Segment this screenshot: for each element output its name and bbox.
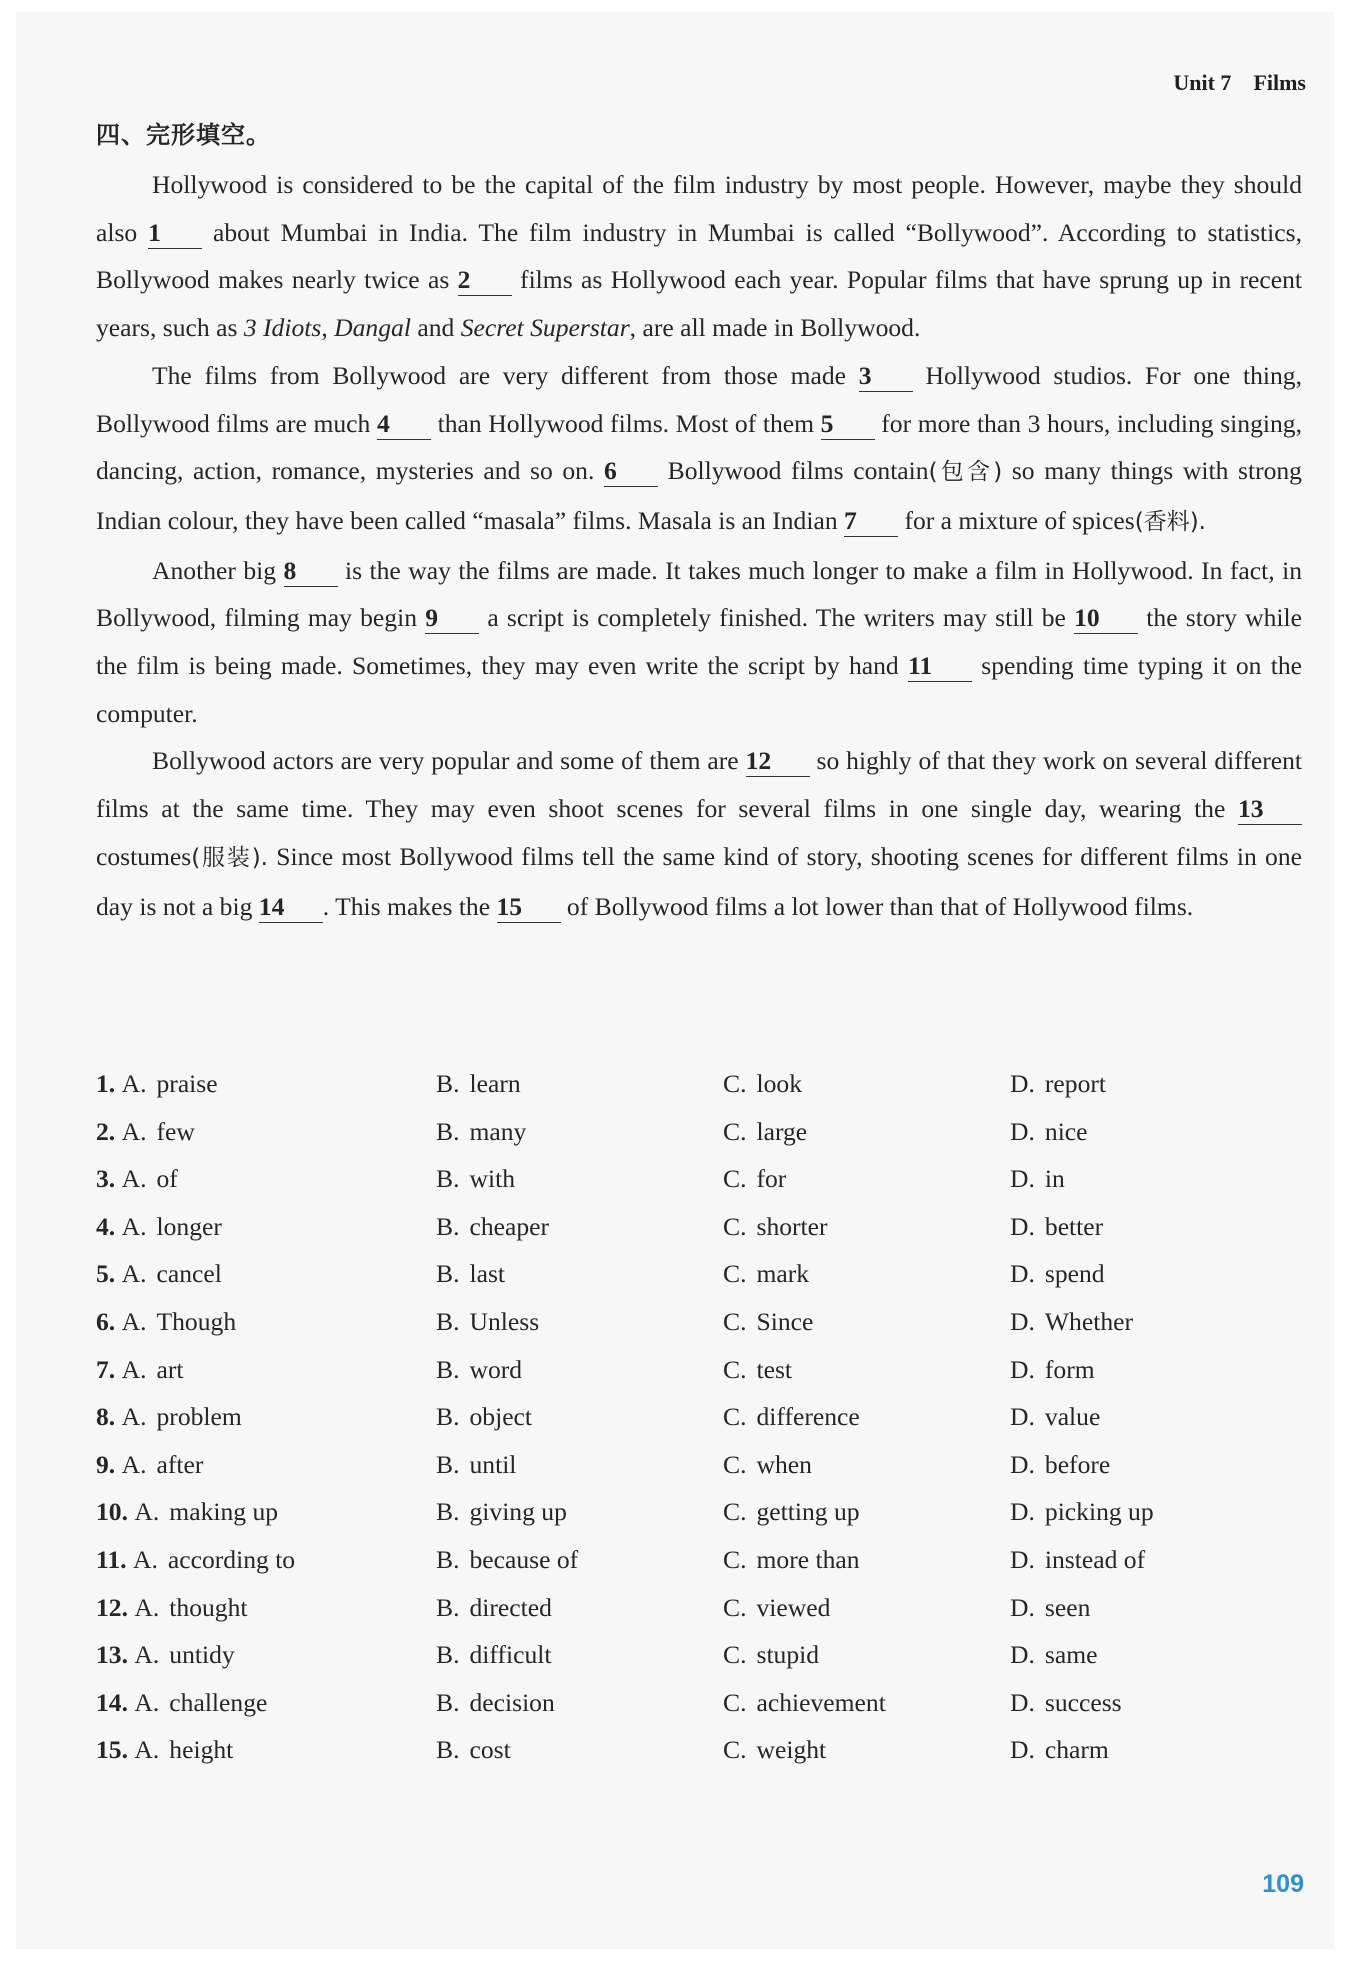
option-b[interactable]: B. because of [436, 1544, 579, 1574]
passage-text: than Hollywood films. Most of them [437, 408, 815, 438]
paragraph-4 [96, 737, 1302, 930]
option-b[interactable]: B. directed [436, 1592, 552, 1622]
paragraph-1 [96, 161, 1302, 352]
option-b[interactable]: B. with [436, 1164, 515, 1194]
option-d[interactable]: D. report [1010, 1069, 1107, 1098]
option-d[interactable]: D. picking up [1010, 1497, 1154, 1527]
question-number: 14. A. challenge [96, 1687, 268, 1717]
blank-15[interactable]: 15 [497, 892, 561, 923]
answer-options [96, 1069, 1302, 1783]
option-row [96, 1545, 1302, 1593]
option-row [96, 1307, 1302, 1355]
blank-6[interactable]: 6 [604, 456, 658, 487]
passage-text: for more than 3 hours, including singing, dancing, action, romance, mysteries and so on. [96, 408, 1302, 486]
option-d[interactable]: D. nice [1010, 1116, 1088, 1146]
passage-text: so many things with strong Indian colour, they have been called “masala” films. Masala is an Indian [96, 456, 1302, 535]
passage-text: of Bollywood films a lot lower than that of Hollywood films. [566, 891, 1194, 921]
blank-8[interactable]: 8 [284, 556, 338, 587]
blank-7[interactable]: 7 [844, 506, 898, 537]
option-d[interactable]: D. charm [1010, 1735, 1109, 1765]
option-b[interactable]: B. many [436, 1116, 527, 1146]
page-number: 109 [1262, 1870, 1304, 1898]
option-row [96, 1212, 1302, 1260]
option-b[interactable]: B. giving up [436, 1497, 567, 1527]
option-c[interactable]: C. weight [723, 1735, 827, 1765]
blank-11[interactable]: 11 [908, 651, 972, 682]
chinese-gloss: (服装). [191, 844, 268, 871]
option-c[interactable]: C. large [723, 1116, 808, 1146]
unit-title: Films [1253, 70, 1306, 95]
blank-9[interactable]: 9 [425, 603, 479, 634]
blank-14[interactable]: 14 [259, 892, 323, 923]
option-b[interactable]: B. object [436, 1402, 533, 1432]
workbook-page [16, 12, 1334, 1949]
option-c[interactable]: C. when [723, 1449, 812, 1479]
question-number: 6. A. Though [96, 1306, 237, 1336]
option-c[interactable]: C. mark [723, 1259, 810, 1289]
question-number: 11. A. according to [96, 1544, 296, 1574]
blank-1[interactable]: 1 [148, 218, 202, 249]
passage-text: a script is completely finished. The writers may still be [487, 603, 1066, 633]
question-number: 2. A. few [96, 1116, 195, 1146]
question-number: 4. A. longer [96, 1211, 222, 1241]
unit-label: Unit 7 [1173, 70, 1232, 95]
passage-text: , are all made in Bollywood. [629, 313, 921, 343]
option-row [96, 1497, 1302, 1545]
cloze-passage [96, 161, 1302, 930]
passage-text: , [321, 313, 328, 343]
option-row [96, 1593, 1302, 1641]
option-d[interactable]: D. spend [1010, 1259, 1105, 1289]
option-b[interactable]: B. decision [436, 1687, 555, 1717]
question-number: 12. A. thought [96, 1592, 248, 1622]
option-c[interactable]: C. getting up [723, 1497, 860, 1527]
option-c[interactable]: C. more than [723, 1544, 860, 1574]
option-row [96, 1355, 1302, 1403]
option-row [96, 1259, 1302, 1307]
option-b[interactable]: B. last [436, 1259, 506, 1289]
passage-text: Another big [152, 555, 277, 585]
film-title: Secret Superstar [460, 313, 630, 343]
option-d[interactable]: D. form [1010, 1354, 1095, 1384]
option-c[interactable]: C. stupid [723, 1640, 820, 1670]
option-d[interactable]: D. instead of [1010, 1544, 1146, 1574]
option-d[interactable]: D. before [1010, 1449, 1111, 1479]
option-b[interactable]: B. cheaper [436, 1211, 550, 1241]
blank-12[interactable]: 12 [746, 746, 810, 777]
question-number: 8. A. problem [96, 1402, 242, 1432]
blank-3[interactable]: 3 [859, 361, 913, 392]
question-number: 1. A. praise [96, 1069, 218, 1098]
passage-text: Hollywood is considered to be the capital of the film industry by most people. However, maybe they should also [96, 170, 1302, 247]
option-c[interactable]: C. shorter [723, 1211, 828, 1241]
option-row [96, 1735, 1302, 1783]
option-d[interactable]: D. success [1010, 1687, 1122, 1717]
option-b[interactable]: B. cost [436, 1735, 511, 1765]
passage-text: Bollywood actors are very popular and some of them are [152, 746, 739, 776]
option-d[interactable]: D. better [1010, 1211, 1104, 1241]
option-row [96, 1164, 1302, 1212]
blank-13[interactable]: 13 [1238, 794, 1302, 825]
option-b[interactable]: B. Unless [436, 1306, 540, 1336]
option-row [96, 1450, 1302, 1498]
option-c[interactable]: C. test [723, 1354, 793, 1384]
option-row [96, 1640, 1302, 1688]
option-c[interactable]: C. achievement [723, 1687, 886, 1717]
option-c[interactable]: C. Since [723, 1306, 814, 1336]
option-b[interactable]: B. difficult [436, 1640, 552, 1670]
blank-5[interactable]: 5 [821, 409, 875, 440]
option-row [96, 1402, 1302, 1450]
option-d[interactable]: D. seen [1010, 1592, 1091, 1622]
option-row [96, 1117, 1302, 1165]
chinese-gloss: (包含) [928, 459, 1003, 486]
passage-text: The films from Bollywood are very different from those made [152, 360, 847, 390]
passage-text: spending time typing it on the computer. [96, 651, 1302, 728]
paragraph-3 [96, 547, 1302, 738]
blank-4[interactable]: 4 [377, 409, 431, 440]
film-title: Dangal [334, 313, 411, 343]
question-number: 9. A. after [96, 1449, 204, 1479]
passage-text: the story while the film is being made. Sometimes, they may even write the script by hand [96, 603, 1302, 681]
passage-text: costumes [96, 841, 192, 871]
passage-text: films as Hollywood each year. Popular films that have sprung up in recent years, such as [96, 265, 1303, 343]
passage-text: is the way the films are made. It takes much longer to make a film in Hollywood. In fact, in Bollywood, filming may begin [96, 555, 1302, 633]
question-number: 13. A. untidy [96, 1640, 235, 1670]
page-header [1173, 70, 1306, 96]
passage-text: . This makes the [322, 891, 491, 921]
question-number: 3. A. of [96, 1164, 178, 1194]
question-number: 15. A. height [96, 1735, 234, 1765]
passage-text: Bollywood films contain [667, 456, 929, 486]
question-number: 5. A. cancel [96, 1259, 222, 1289]
chinese-gloss: (香料). [1134, 508, 1206, 535]
option-b[interactable]: B. word [436, 1354, 523, 1384]
option-d[interactable]: D. value [1010, 1402, 1101, 1432]
option-c[interactable]: C. viewed [723, 1592, 831, 1622]
passage-text: for a mixture of spices [904, 505, 1135, 535]
film-title: 3 Idiots [243, 313, 322, 343]
passage-text: about Mumbai in India. The film industry in Mumbai is called “Bollywood”. According to statistics, Bollywood makes nearly twice as [96, 217, 1302, 295]
option-row [96, 1069, 1302, 1117]
paragraph-2 [96, 352, 1302, 547]
section-title: 四、完形填空。 [96, 121, 271, 149]
option-c[interactable]: C. look [723, 1069, 802, 1098]
option-c[interactable]: C. for [723, 1164, 787, 1194]
passage-text: Since most Bollywood films tell the same kind of story, shooting scenes for different films in one day is not a big [96, 841, 1303, 921]
passage-text: so highly of that they work on several different films at the same time. They may even shoot scenes for several films in one single day, wearing the [96, 746, 1303, 824]
option-d[interactable]: D. Whether [1010, 1306, 1133, 1336]
passage-text: Hollywood studios. For one thing, Bollywood films are much [96, 360, 1303, 438]
option-b[interactable]: B. until [436, 1449, 517, 1479]
question-number: 10. A. making up [96, 1497, 279, 1527]
option-b[interactable]: B. learn [436, 1069, 521, 1098]
blank-10[interactable]: 10 [1074, 603, 1138, 634]
passage-text: and [417, 313, 455, 343]
question-number: 7. A. art [96, 1354, 184, 1384]
option-row [96, 1688, 1302, 1736]
option-d[interactable]: D. in [1010, 1164, 1065, 1194]
option-d[interactable]: D. same [1010, 1640, 1098, 1670]
option-c[interactable]: C. difference [723, 1402, 860, 1432]
blank-2[interactable]: 2 [458, 265, 512, 296]
